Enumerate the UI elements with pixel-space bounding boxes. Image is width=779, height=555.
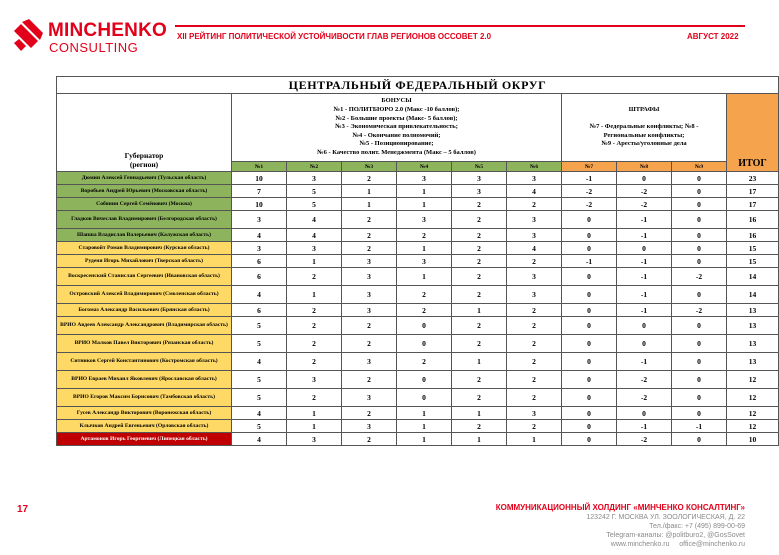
governor-name-cell: Шапша Владислав Валерьевич (Калужская область) xyxy=(57,229,232,242)
fine-score-cell: -1 xyxy=(617,229,672,242)
bonus-score-cell: 4 xyxy=(232,353,287,371)
brand-name: MINCHENKO xyxy=(48,20,167,41)
footer-site-link[interactable]: www.minchenko.ru xyxy=(610,541,670,548)
table-row xyxy=(57,286,779,304)
total-score-cell: 12 xyxy=(727,371,779,389)
bonus-score-cell: 5 xyxy=(232,335,287,353)
governor-column-header xyxy=(57,94,232,172)
fine-score-cell: -1 xyxy=(617,420,672,433)
bonus-line: №5 - Позиционирование; xyxy=(359,140,434,148)
fines-line: ШТРАФЫ xyxy=(628,106,660,114)
bonus-score-cell: 3 xyxy=(342,255,397,268)
bonus-score-cell: 4 xyxy=(287,229,342,242)
bonus-score-cell: 1 xyxy=(397,407,452,420)
fines-line: №7 - Федеральные конфликты; №8 - xyxy=(589,122,699,130)
bonus-score-cell: 2 xyxy=(342,229,397,242)
bonus-score-cell: 2 xyxy=(452,389,507,407)
fines-line: №9 - Аресты/уголовные дела xyxy=(601,140,687,148)
fine-score-cell: 0 xyxy=(617,242,672,255)
bonus-score-cell: 2 xyxy=(397,286,452,304)
bonus-score-cell: 3 xyxy=(342,389,397,407)
governor-name-cell: Гусев Александр Викторович (Воронежская область) xyxy=(57,407,232,420)
bonus-score-cell: 1 xyxy=(287,286,342,304)
bonus-score-cell: 0 xyxy=(397,389,452,407)
bonus-score-cell: 3 xyxy=(507,268,562,286)
bonus-score-cell: 2 xyxy=(507,317,562,335)
bonus-score-cell: 10 xyxy=(232,172,287,185)
bonus-score-cell: 2 xyxy=(342,172,397,185)
table-row xyxy=(57,407,779,420)
footer-phone: Тел./факс: +7 (495) 899-00-69 xyxy=(649,523,745,530)
governor-name-cell: Дюмин Алексей Геннадьевич (Тульская область) xyxy=(57,172,232,185)
fine-score-cell: 0 xyxy=(672,335,727,353)
fine-score-cell: -2 xyxy=(672,304,727,317)
bonus-score-cell: 2 xyxy=(287,317,342,335)
bonus-score-cell: 3 xyxy=(287,242,342,255)
bonus-score-cell: 2 xyxy=(287,353,342,371)
table-row xyxy=(57,353,779,371)
bonus-col-header: №1 xyxy=(232,162,287,172)
bonus-score-cell: 2 xyxy=(507,335,562,353)
fine-score-cell: 0 xyxy=(672,242,727,255)
table-row xyxy=(57,371,779,389)
governor-name-cell: Артамонов Игорь Георгиевич (Липецкая область) xyxy=(57,433,232,446)
fine-score-cell: -1 xyxy=(617,286,672,304)
table-row xyxy=(57,317,779,335)
fine-score-cell: -1 xyxy=(562,172,617,185)
bonus-score-cell: 2 xyxy=(452,255,507,268)
bonus-score-cell: 3 xyxy=(342,420,397,433)
fine-score-cell: 0 xyxy=(562,242,617,255)
governor-name-cell: Клычков Андрей Евгеньевич (Орловская область) xyxy=(57,420,232,433)
bonus-score-cell: 2 xyxy=(452,286,507,304)
logo-mark-icon xyxy=(12,19,46,53)
bonus-score-cell: 1 xyxy=(397,185,452,198)
governor-name-cell: ВРИО Егоров Максим Борисович (Тамбовская область) xyxy=(57,389,232,407)
bonus-score-cell: 2 xyxy=(287,268,342,286)
total-score-cell: 12 xyxy=(727,389,779,407)
bonus-score-cell: 1 xyxy=(342,198,397,211)
fine-score-cell: -1 xyxy=(617,211,672,229)
fine-col-header: №8 xyxy=(617,162,672,172)
bonus-score-cell: 3 xyxy=(342,286,397,304)
footer-contacts xyxy=(586,513,745,549)
bonus-score-cell: 2 xyxy=(287,389,342,407)
bonus-score-cell: 2 xyxy=(507,255,562,268)
fines-line: Региональные конфликты; xyxy=(603,131,685,139)
governor-name-cell: Старовойт Роман Владимирович (Курская область) xyxy=(57,242,232,255)
table-row xyxy=(57,389,779,407)
fine-score-cell: 0 xyxy=(672,198,727,211)
fine-score-cell: 0 xyxy=(562,317,617,335)
bonus-score-cell: 2 xyxy=(452,268,507,286)
bonus-score-cell: 0 xyxy=(397,335,452,353)
fine-score-cell: 0 xyxy=(562,286,617,304)
table-row xyxy=(57,433,779,446)
fine-score-cell: 0 xyxy=(562,353,617,371)
table-row xyxy=(57,172,779,185)
fine-score-cell: 0 xyxy=(562,211,617,229)
governor-name-cell: Воробьев Андрей Юрьевич (Московская область) xyxy=(57,185,232,198)
table-row xyxy=(57,420,779,433)
governor-name-cell: Богомаз Александр Васильевич (Брянская область) xyxy=(57,304,232,317)
bonus-header xyxy=(232,94,562,162)
bonus-score-cell: 3 xyxy=(507,407,562,420)
bonus-score-cell: 2 xyxy=(342,407,397,420)
fine-score-cell: 0 xyxy=(672,211,727,229)
fine-score-cell: -2 xyxy=(617,433,672,446)
bonus-score-cell: 2 xyxy=(452,229,507,242)
bonus-score-cell: 1 xyxy=(287,420,342,433)
fines-header xyxy=(562,94,727,162)
governor-name-cell: Гладков Вячеслав Владимирович (Белгородская область) xyxy=(57,211,232,229)
governor-name-cell: Ситников Сергей Константинович (Костромская область) xyxy=(57,353,232,371)
bonus-score-cell: 6 xyxy=(232,255,287,268)
bonus-score-cell: 0 xyxy=(397,317,452,335)
footer-company: КОММУНИКАЦИОННЫЙ ХОЛДИНГ «МИНЧЕНКО КОНСАЛТИНГ» xyxy=(495,503,745,512)
bonus-score-cell: 7 xyxy=(232,185,287,198)
bonus-score-cell: 2 xyxy=(397,353,452,371)
bonus-col-header: №2 xyxy=(287,162,342,172)
fine-score-cell: 0 xyxy=(672,433,727,446)
bonus-score-cell: 4 xyxy=(507,185,562,198)
total-score-cell: 14 xyxy=(727,268,779,286)
fine-score-cell: -1 xyxy=(617,304,672,317)
bonus-score-cell: 3 xyxy=(287,371,342,389)
fine-score-cell: 0 xyxy=(562,304,617,317)
bonus-score-cell: 1 xyxy=(397,198,452,211)
governor-name-cell: Воскресенский Станислав Сергеевич (Ивановская область) xyxy=(57,268,232,286)
bonus-score-cell: 2 xyxy=(507,353,562,371)
governor-name-cell: Собянин Сергей Семёнович (Москва) xyxy=(57,198,232,211)
bonus-score-cell: 1 xyxy=(452,407,507,420)
total-score-cell: 13 xyxy=(727,304,779,317)
fine-score-cell: -1 xyxy=(672,420,727,433)
governor-header-label: Губернатор xyxy=(124,151,164,160)
bonus-col-header: №4 xyxy=(397,162,452,172)
governor-header-sublabel: (регион) xyxy=(129,160,159,169)
bonus-score-cell: 6 xyxy=(232,304,287,317)
bonus-score-cell: 4 xyxy=(232,286,287,304)
governor-name-cell: ВРИО Малков Павел Викторович (Рязанская область) xyxy=(57,335,232,353)
total-score-cell: 16 xyxy=(727,211,779,229)
table-row xyxy=(57,211,779,229)
total-header: ИТОГ xyxy=(727,94,779,172)
bonus-score-cell: 2 xyxy=(287,335,342,353)
bonus-score-cell: 3 xyxy=(232,242,287,255)
fine-score-cell: -2 xyxy=(617,185,672,198)
bonus-score-cell: 4 xyxy=(232,407,287,420)
footer-web xyxy=(586,540,745,549)
table-row xyxy=(57,242,779,255)
bonus-score-cell: 1 xyxy=(287,407,342,420)
fine-score-cell: -1 xyxy=(617,353,672,371)
bonus-score-cell: 3 xyxy=(232,211,287,229)
bonus-score-cell: 2 xyxy=(507,389,562,407)
bonus-score-cell: 5 xyxy=(232,371,287,389)
fine-col-header: №7 xyxy=(562,162,617,172)
total-score-cell: 17 xyxy=(727,198,779,211)
bonus-line: №2 - Большие проекты (Макс- 5 баллов); xyxy=(335,114,458,122)
fine-score-cell: 0 xyxy=(562,335,617,353)
bonus-score-cell: 2 xyxy=(287,304,342,317)
bonus-line: №6 - Качество полит. Менеджмента (Макс – 5 баллов) xyxy=(317,148,476,156)
table-title: ЦЕНТРАЛЬНЫЙ ФЕДЕРАЛЬНЫЙ ОКРУГ xyxy=(57,77,779,94)
minchenko-logo xyxy=(12,17,172,57)
bonus-score-cell: 5 xyxy=(287,198,342,211)
fine-score-cell: 0 xyxy=(672,255,727,268)
bonus-score-cell: 3 xyxy=(342,304,397,317)
bonus-score-cell: 2 xyxy=(342,242,397,255)
bonus-score-cell: 1 xyxy=(397,433,452,446)
bonus-score-cell: 3 xyxy=(507,211,562,229)
bonus-col-header: №3 xyxy=(342,162,397,172)
bonus-score-cell: 2 xyxy=(342,433,397,446)
table-row xyxy=(57,335,779,353)
total-score-cell: 13 xyxy=(727,335,779,353)
bonus-score-cell: 4 xyxy=(232,229,287,242)
fine-score-cell: 0 xyxy=(562,433,617,446)
bonus-score-cell: 2 xyxy=(452,211,507,229)
fine-score-cell: -2 xyxy=(617,371,672,389)
total-score-cell: 17 xyxy=(727,185,779,198)
bonus-score-cell: 2 xyxy=(342,317,397,335)
total-score-cell: 10 xyxy=(727,433,779,446)
fine-score-cell: -1 xyxy=(617,268,672,286)
report-title: XII РЕЙТИНГ ПОЛИТИЧЕСКОЙ УСТОЙЧИВОСТИ ГЛАВ РЕГИОНОВ ОССОВЕТ 2.0 xyxy=(177,32,492,41)
report-date: АВГУСТ 2022 xyxy=(687,32,739,41)
fine-score-cell: 0 xyxy=(672,172,727,185)
bonus-score-cell: 1 xyxy=(397,268,452,286)
bonus-score-cell: 3 xyxy=(452,185,507,198)
bonus-score-cell: 2 xyxy=(452,371,507,389)
bonus-score-cell: 3 xyxy=(287,433,342,446)
bonus-score-cell: 1 xyxy=(452,353,507,371)
fine-score-cell: -1 xyxy=(562,255,617,268)
fine-score-cell: -2 xyxy=(617,389,672,407)
bonus-score-cell: 2 xyxy=(397,304,452,317)
total-score-cell: 13 xyxy=(727,353,779,371)
fine-col-header: №9 xyxy=(672,162,727,172)
table-body xyxy=(57,172,779,446)
fine-score-cell: -2 xyxy=(562,198,617,211)
governor-name-cell: Руденя Игорь Михайлович (Тверская область) xyxy=(57,255,232,268)
fine-score-cell: 0 xyxy=(562,407,617,420)
fine-score-cell: -2 xyxy=(672,268,727,286)
total-score-cell: 16 xyxy=(727,229,779,242)
bonus-score-cell: 3 xyxy=(342,268,397,286)
fine-score-cell: 0 xyxy=(672,371,727,389)
total-score-cell: 15 xyxy=(727,255,779,268)
bonus-score-cell: 3 xyxy=(397,172,452,185)
bonus-score-cell: 2 xyxy=(342,335,397,353)
bonus-score-cell: 1 xyxy=(287,255,342,268)
total-score-cell: 15 xyxy=(727,242,779,255)
fine-score-cell: 0 xyxy=(672,286,727,304)
fine-score-cell: 0 xyxy=(672,389,727,407)
table-row xyxy=(57,229,779,242)
bonus-score-cell: 5 xyxy=(232,420,287,433)
bonus-line: БОНУСЫ xyxy=(381,97,412,105)
bonus-score-cell: 1 xyxy=(452,304,507,317)
governor-name-cell: ВРИО Авдеев Александр Александрович (Владимирская область) xyxy=(57,317,232,335)
bonus-score-cell: 6 xyxy=(232,268,287,286)
bonus-score-cell: 4 xyxy=(232,433,287,446)
bonus-score-cell: 1 xyxy=(397,420,452,433)
fine-score-cell: -1 xyxy=(617,255,672,268)
bonus-score-cell: 3 xyxy=(287,172,342,185)
bonus-score-cell: 5 xyxy=(287,185,342,198)
bonus-line: №1 - ПОЛИТБЮРО 2.0 (Макс -10 баллов); xyxy=(333,106,460,114)
bonus-score-cell: 1 xyxy=(342,185,397,198)
bonus-score-cell: 10 xyxy=(232,198,287,211)
fine-score-cell: 0 xyxy=(562,389,617,407)
bonus-score-cell: 2 xyxy=(452,198,507,211)
bonus-score-cell: 4 xyxy=(507,242,562,255)
page-number: 17 xyxy=(17,504,29,515)
governor-name-cell: Островский Алексей Владимирович (Смоленская область) xyxy=(57,286,232,304)
fine-score-cell: 0 xyxy=(617,172,672,185)
bonus-score-cell: 3 xyxy=(397,255,452,268)
fine-score-cell: 0 xyxy=(617,407,672,420)
total-score-cell: 13 xyxy=(727,317,779,335)
bonus-line: №3 - Экономическая привлекательность; xyxy=(335,123,458,131)
bonus-score-cell: 2 xyxy=(507,371,562,389)
fine-score-cell: 0 xyxy=(672,407,727,420)
fine-score-cell: 0 xyxy=(672,185,727,198)
table-row xyxy=(57,304,779,317)
fine-score-cell: 0 xyxy=(562,268,617,286)
bonus-score-cell: 2 xyxy=(507,420,562,433)
footer-address: 123242 Г. МОСКВА УЛ. ЗООЛОГИЧЕСКАЯ, Д. 22 xyxy=(586,514,745,521)
bonus-score-cell: 2 xyxy=(452,420,507,433)
fine-score-cell: 0 xyxy=(672,229,727,242)
bonus-line: №4 - Окончание полномочий; xyxy=(352,131,441,139)
bonus-col-header: №5 xyxy=(452,162,507,172)
bonus-score-cell: 3 xyxy=(507,229,562,242)
bonus-score-cell: 3 xyxy=(342,353,397,371)
bonus-score-cell: 3 xyxy=(452,172,507,185)
governor-name-cell: ВРИО Евраев Михаил Яковлевич (Ярославская область) xyxy=(57,371,232,389)
bonus-score-cell: 3 xyxy=(397,211,452,229)
fine-score-cell: 0 xyxy=(562,229,617,242)
bonus-score-cell: 5 xyxy=(232,389,287,407)
table-row xyxy=(57,268,779,286)
bonus-score-cell: 2 xyxy=(452,335,507,353)
total-score-cell: 12 xyxy=(727,407,779,420)
total-score-cell: 12 xyxy=(727,420,779,433)
bonus-score-cell: 2 xyxy=(452,317,507,335)
footer-email-link[interactable]: office@minchenko.ru xyxy=(679,541,745,548)
bonus-score-cell: 2 xyxy=(452,242,507,255)
fine-score-cell: 0 xyxy=(562,420,617,433)
fine-score-cell: -2 xyxy=(617,198,672,211)
total-score-cell: 23 xyxy=(727,172,779,185)
fine-score-cell: 0 xyxy=(617,335,672,353)
bonus-score-cell: 3 xyxy=(507,172,562,185)
bonus-score-cell: 2 xyxy=(342,371,397,389)
table-row xyxy=(57,198,779,211)
bonus-score-cell: 0 xyxy=(397,371,452,389)
header-divider xyxy=(175,25,745,27)
bonus-score-cell: 5 xyxy=(232,317,287,335)
bonus-col-header: №6 xyxy=(507,162,562,172)
fine-score-cell: -2 xyxy=(562,185,617,198)
bonus-score-cell: 3 xyxy=(507,286,562,304)
fine-score-cell: 0 xyxy=(617,317,672,335)
bonus-score-cell: 2 xyxy=(397,229,452,242)
footer-telegram: Telegram-каналы: @politburo2, @GosSovet xyxy=(606,532,745,539)
bonus-score-cell: 1 xyxy=(397,242,452,255)
brand-subtitle: CONSULTING xyxy=(49,40,139,55)
bonus-score-cell: 1 xyxy=(507,433,562,446)
bonus-score-cell: 2 xyxy=(507,198,562,211)
fine-score-cell: 0 xyxy=(672,353,727,371)
bonus-score-cell: 2 xyxy=(342,211,397,229)
bonus-score-cell: 4 xyxy=(287,211,342,229)
fine-score-cell: 0 xyxy=(562,371,617,389)
bonus-score-cell: 2 xyxy=(507,304,562,317)
bonus-score-cell: 1 xyxy=(452,433,507,446)
table-row xyxy=(57,185,779,198)
total-score-cell: 14 xyxy=(727,286,779,304)
fine-score-cell: 0 xyxy=(672,317,727,335)
table-row xyxy=(57,255,779,268)
rating-table xyxy=(56,76,779,446)
